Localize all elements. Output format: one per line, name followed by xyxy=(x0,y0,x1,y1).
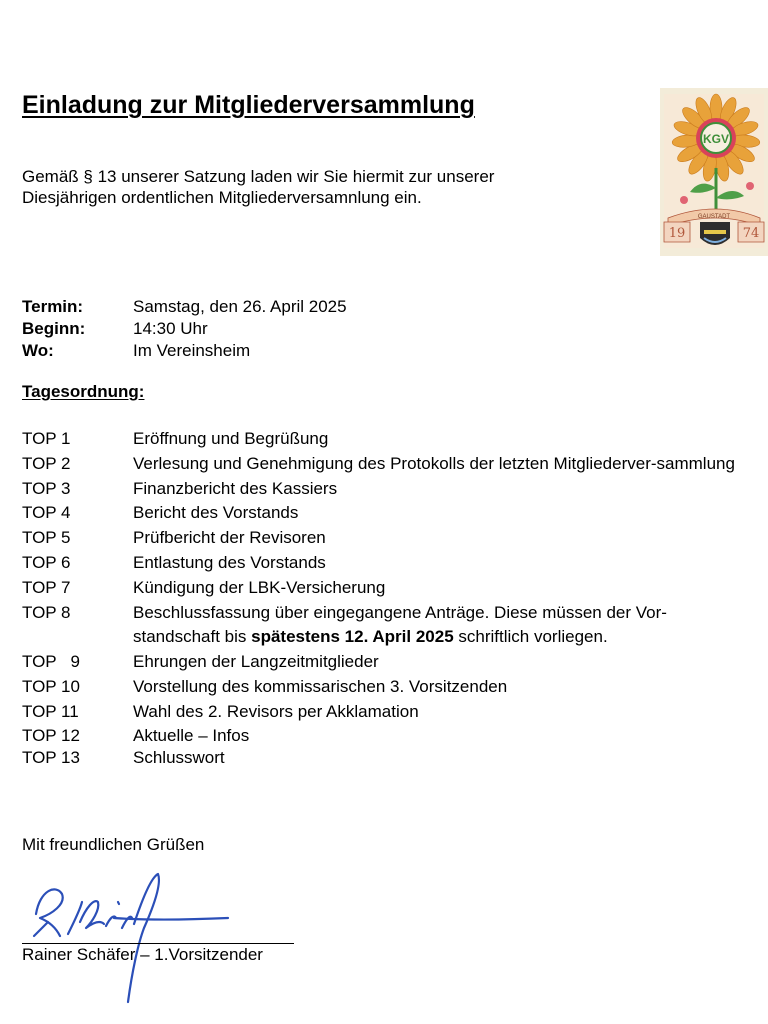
agenda-number: TOP 1 xyxy=(22,429,71,448)
page-title: Einladung zur Mitgliederversammlung xyxy=(22,91,475,119)
agenda-number: TOP 12 xyxy=(22,725,80,745)
agenda-number: TOP 3 xyxy=(22,478,71,498)
agenda-number: TOP 13 xyxy=(22,747,80,767)
svg-text:GAUSTADT: GAUSTADT xyxy=(697,214,731,220)
agenda-item xyxy=(22,650,742,675)
meta-label: Termin: xyxy=(22,297,84,316)
agenda-text: Schlusswort xyxy=(133,747,225,767)
agenda-item xyxy=(22,551,742,576)
agenda-text: Aktuelle – Infos xyxy=(133,725,250,745)
intro-paragraph xyxy=(22,166,494,208)
meta-label: Wo: xyxy=(22,341,54,360)
agenda-text-part: Beschlussfassung über eingegangene Anträge. Diese müssen der Vor-standschaft bis xyxy=(133,602,667,647)
agenda-item xyxy=(22,526,742,551)
agenda-text: Entlastung des Vorstands xyxy=(133,552,326,572)
meeting-location-row xyxy=(22,340,347,362)
signature-line xyxy=(22,943,294,944)
agenda-item xyxy=(22,576,742,601)
agenda-text: Ehrungen der Langzeitmitglieder xyxy=(133,652,379,672)
agenda-text: Verlesung und Genehmigung des Protokolls der letzten Mitgliederver-sammlung xyxy=(133,453,735,473)
agenda-list xyxy=(22,427,742,769)
agenda-item xyxy=(22,601,742,651)
agenda-number: TOP 5 xyxy=(22,528,71,548)
agenda-number: TOP 4 xyxy=(22,503,71,523)
agenda-text: Bericht des Vorstands xyxy=(133,503,299,523)
meeting-details xyxy=(22,296,347,362)
agenda-number: TOP 6 xyxy=(22,552,71,572)
agenda-text: Wahl des 2. Revisors per Akklamation xyxy=(133,701,419,721)
agenda-text: Prüfbericht der Revisoren xyxy=(133,528,326,548)
agenda-text xyxy=(133,601,742,651)
agenda-number: TOP 8 xyxy=(22,602,71,622)
agenda-text-part: schriftlich vorliegen. xyxy=(453,627,608,647)
svg-text:74: 74 xyxy=(742,226,760,241)
agenda-item xyxy=(22,501,742,526)
shield-icon xyxy=(700,222,730,245)
handwritten-signature xyxy=(22,862,252,1012)
agenda-item xyxy=(22,725,742,747)
meta-label: Beginn: xyxy=(22,319,86,338)
club-logo xyxy=(660,88,768,256)
meta-value: Samstag, den 26. April 2025 xyxy=(133,297,347,316)
meta-value: Im Vereinsheim xyxy=(133,341,251,360)
agenda-item xyxy=(22,700,742,725)
agenda-item xyxy=(22,675,742,700)
signer-name: Rainer Schäfer – 1.Vorsitzender xyxy=(22,945,263,964)
agenda-item xyxy=(22,477,742,502)
agenda-text: Vorstellung des kommissarischen 3. Vorsitzenden xyxy=(133,676,508,696)
meeting-start-row xyxy=(22,318,347,340)
svg-text:KGV: KGV xyxy=(702,132,730,146)
agenda-number: TOP 7 xyxy=(22,577,71,597)
agenda-number: TOP 11 xyxy=(22,701,79,721)
agenda-text: Kündigung der LBK-Versicherung xyxy=(133,577,386,597)
agenda-text: Eröffnung und Begrüßung xyxy=(133,429,329,448)
intro-line: Gemäß § 13 unserer Satzung laden wir Sie hiermit zur unserer xyxy=(22,167,495,186)
agenda-item xyxy=(22,747,742,769)
svg-text:19: 19 xyxy=(668,226,686,241)
agenda-heading: Tagesordnung: xyxy=(22,382,145,401)
closing-greeting: Mit freundlichen Grüßen xyxy=(22,835,205,854)
agenda-text: Finanzbericht des Kassiers xyxy=(133,478,338,498)
meta-value: 14:30 Uhr xyxy=(133,319,208,338)
agenda-item xyxy=(22,427,742,452)
agenda-number: TOP 9 xyxy=(22,652,80,672)
deadline-date: spätestens 12. April 2025 xyxy=(251,627,454,647)
agenda-item xyxy=(22,452,742,477)
intro-line: Diesjährigen ordentlichen Mitgliederversamnlung ein. xyxy=(22,188,422,207)
agenda-number: TOP 10 xyxy=(22,676,80,696)
agenda-number: TOP 2 xyxy=(22,453,71,473)
meeting-date-row xyxy=(22,296,347,318)
